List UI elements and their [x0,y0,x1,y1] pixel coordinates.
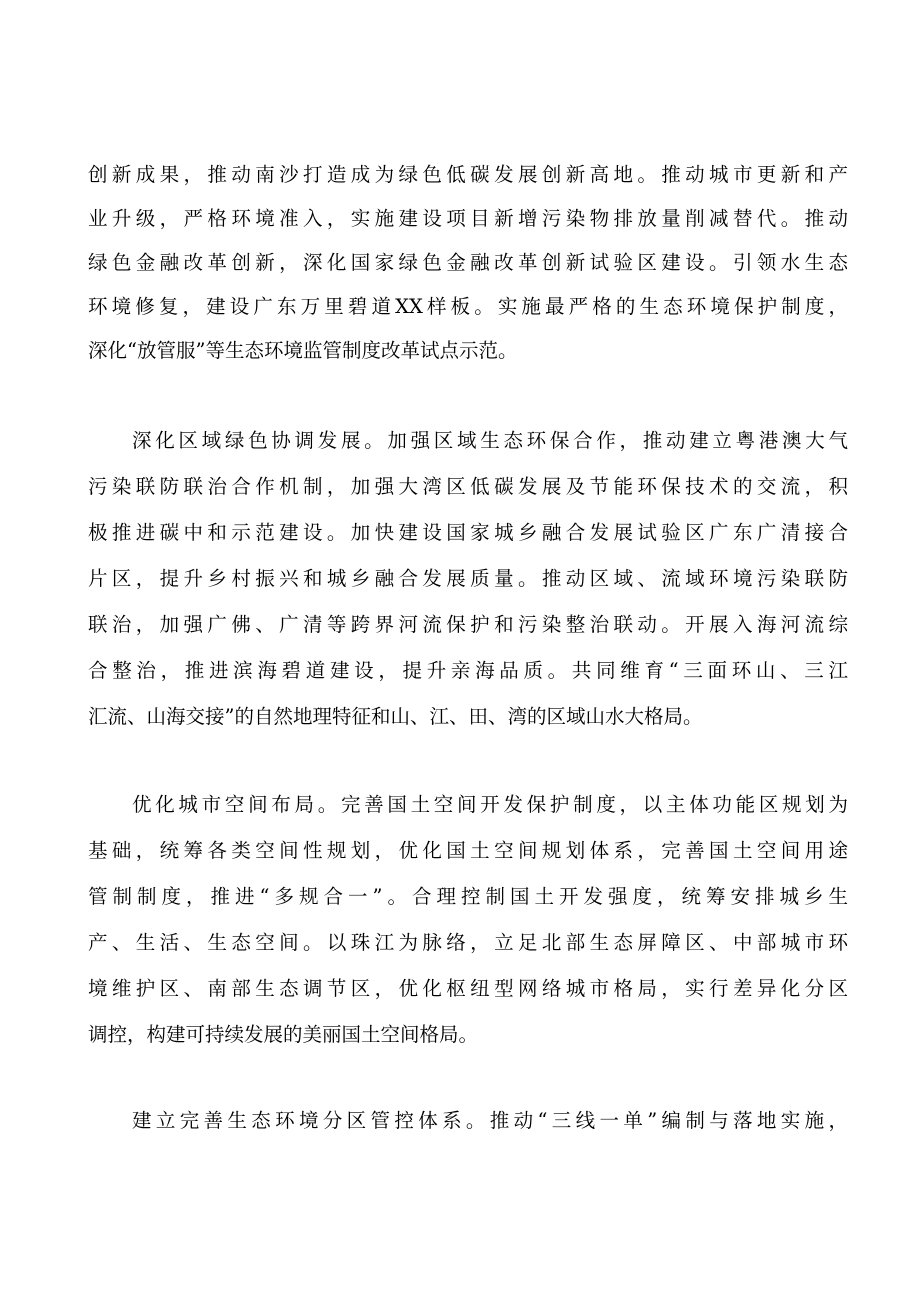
paragraph-first-line: 优化城市空间布局。完善国土空间开发保护制度，以主体功能区规划为 [132,793,848,816]
text-line: 极推进碳中和示范建设。加快建设国家城乡融合发展试验区广东广清接合 [88,521,848,544]
text-line: 联治，加强广佛、广清等跨界河流保护和污染整治联动。开展入海河流综 [88,613,848,636]
paragraph-first-line: 深化区域绿色协调发展。加强区域生态环保合作，推动建立粤港澳大气 [132,429,848,452]
paragraph-first-line: 建立完善生态环境分区管控体系。推动“三线一单”编制与落地实施， [132,1109,848,1132]
text-line: 污染联防联治合作机制，加强大湾区低碳发展及节能环保技术的交流，积 [88,475,848,498]
text-line: 合整治，推进滨海碧道建设，提升亲海品质。共同维育“三面环山、三江 [88,659,848,682]
text-line: 管制制度，推进“多规合一”。合理控制国土开发强度，统筹安排城乡生 [88,885,848,908]
text-line: 绿色金融改革创新，深化国家绿色金融改革创新试验区建设。引领水生态 [88,251,848,274]
text-line: 汇流、山海交接”的自然地理特征和山、江、田、湾的区域山水大格局。 [88,705,703,728]
text-line: 调控，构建可持续发展的美丽国土空间格局。 [88,1023,479,1046]
text-line: 环境修复，建设广东万里碧道XX样板。实施最严格的生态环境保护制度， [88,295,848,318]
text-line: 境维护区、南部生态调节区，优化枢纽型网络城市格局，实行差异化分区 [88,977,848,1000]
text-line: 产、生活、生态空间。以珠江为脉络，立足北部生态屏障区、中部城市环 [88,931,848,954]
text-line: 创新成果，推动南沙打造成为绿色低碳发展创新高地。推动城市更新和产 [88,163,848,186]
text-line: 片区，提升乡村振兴和城乡融合发展质量。推动区域、流域环境污染联防 [88,567,848,590]
text-line: 基础，统筹各类空间性规划，优化国土空间规划体系，完善国土空间用途 [88,839,848,862]
text-line: 业升级，严格环境准入，实施建设项目新增污染物排放量削减替代。推动 [88,207,848,230]
text-line: 深化“放管服”等生态环境监管制度改革试点示范。 [88,339,518,362]
